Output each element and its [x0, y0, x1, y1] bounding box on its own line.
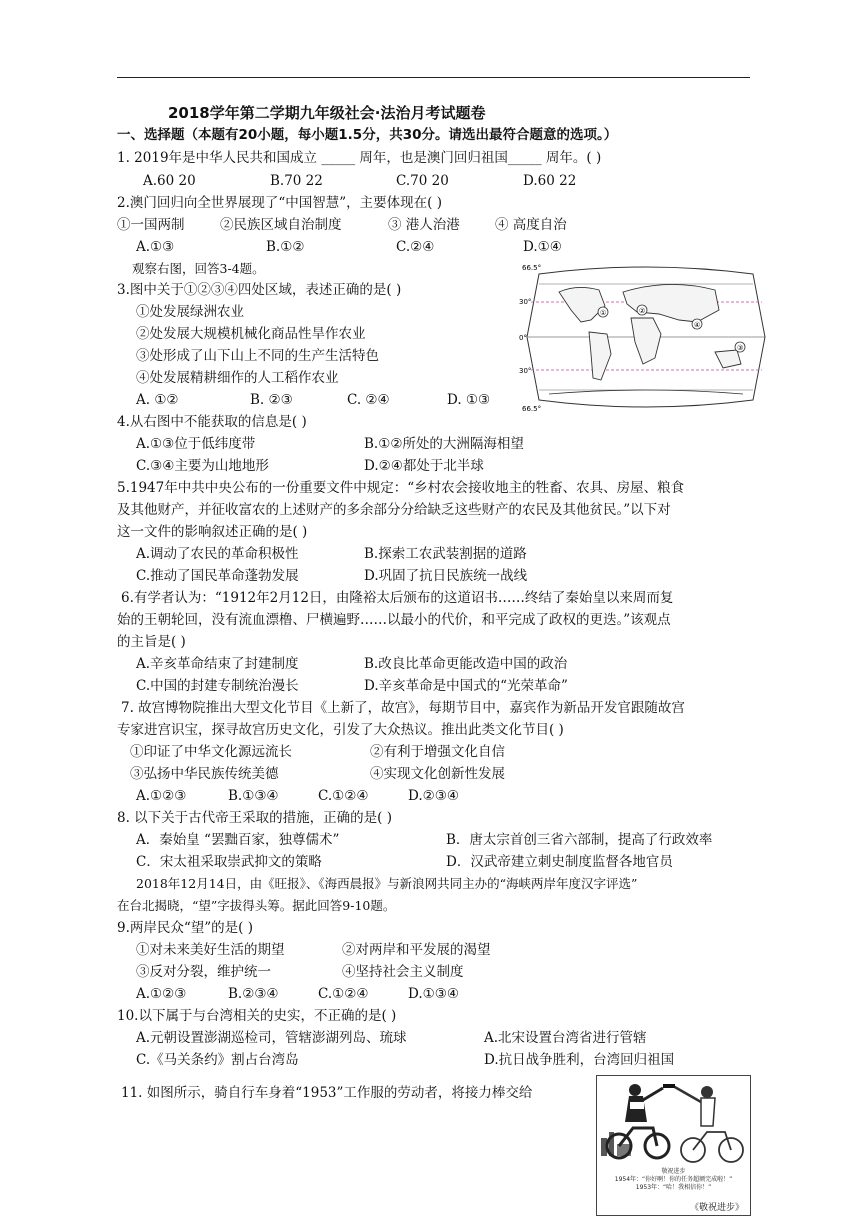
q1-option-a: A.60 20 [143, 173, 196, 189]
q10-option-a: A.元朝设置澎湖巡检司，管辖澎湖列岛、琉球 [136, 1030, 407, 1046]
q10-option-b: A.北宋设置台湾省进行管辖 [484, 1030, 647, 1046]
q9-option-b: B.②③④ [228, 986, 279, 1002]
q3-item-3: ③处形成了山下山上不同的生产生活特色 [136, 348, 379, 364]
q9-item-4: ④坚持社会主义制度 [342, 964, 464, 980]
question-5-line: 及其他财产，并征收富农的上述财产的多余部分分给缺乏这些财产的农民及其他贫民。”以下对 [117, 502, 671, 518]
q7-option-a: A.①②③ [136, 788, 187, 804]
q10-option-c: C.《马关条约》割占台湾岛 [136, 1052, 299, 1068]
q6-option-a: A.辛亥革命结束了封建制度 [136, 656, 299, 672]
q4-option-b: B.①②所处的大洲隔海相望 [364, 436, 524, 452]
page-title: 2018学年第二学期九年级社会·法治月考试题卷 [168, 104, 486, 122]
q5-option-a: A.调动了农民的革命积极性 [136, 546, 299, 562]
q9-item-1: ①对未来美好生活的期望 [136, 942, 285, 958]
world-map-figure [519, 262, 774, 412]
q2-item-4: ④ 高度自治 [495, 217, 567, 233]
svg-text:④: ④ [694, 321, 701, 329]
q3-item-1: ①处发展绿洲农业 [136, 304, 244, 320]
q9-option-a: A.①②③ [136, 986, 187, 1002]
q2-item-3: ③ 港人治港 [388, 217, 460, 233]
map-lat-label: 30° [519, 367, 532, 375]
question-3-stem: 3.图中关于①②③④四处区域，表述正确的是( ) [117, 282, 402, 298]
q2-option-d: D.①④ [523, 239, 562, 255]
header-rule [117, 77, 750, 78]
section-heading: 一、选择题（本题有20小题，每小题1.5分，共30分。请选出最符合题意的选项。） [117, 127, 618, 143]
question-6-line: 的主旨是( ) [117, 634, 186, 650]
q8-option-d: D．汉武帝建立刺史制度监督各地官员 [446, 854, 673, 870]
q4-option-c: C.③④主要为山地地形 [136, 458, 269, 474]
question-11-stem: 11. 如图所示，骑自行车身着“1953”工作服的劳动者，将接力棒交给 [121, 1085, 533, 1101]
question-10-stem: 10.以下属于与台湾相关的史实，不正确的是( ) [117, 1008, 397, 1024]
q7-option-b: B.①③④ [228, 788, 279, 804]
map-lat-label: 66.5° [522, 264, 542, 272]
q5-option-c: C.推动了国民革命蓬勃发展 [136, 568, 299, 584]
map-lat-label: 66.5° [522, 405, 542, 412]
q9-option-c: C.①②④ [318, 986, 369, 1002]
question-7-line: 7. 故宫博物院推出大型文化节目《上新了，故宫》，每期节目中，嘉宾作为新品开发官跟随故宫 [121, 700, 685, 716]
q3-item-4: ④处发展精耕细作的人工稻作农业 [136, 370, 339, 386]
map-lat-label: 30° [519, 298, 532, 306]
q2-item-1: ①一国两制 [117, 217, 185, 233]
cartoon-line-1954: 1954年：“你好啊！你的任务超额完成啦！” [614, 1176, 733, 1183]
q6-option-c: C.中国的封建专制统治漫长 [136, 678, 299, 694]
q7-item-2: ②有利于增强文化自信 [370, 744, 505, 760]
q3-option-b: B. ②③ [250, 392, 293, 408]
observe-instruction: 观察右图，回答3-4题。 [132, 261, 265, 276]
q5-option-d: D.巩固了抗日民族统一战线 [364, 568, 528, 584]
q2-item-2: ②民族区域自治制度 [220, 217, 342, 233]
question-5-line: 5.1947年中共中央公布的一份重要文件中规定：“乡村农会接收地主的牲畜、农具、房屋、粮食 [117, 480, 685, 496]
question-7-line: 专家进宫识宝，探寻故宫历史文化，引发了大众热议。推出此类文化节目( ) [117, 722, 564, 738]
q3-item-2: ②处发展大规模机械化商品性旱作农业 [136, 326, 366, 342]
question-4-stem: 4.从右图中不能获取的信息是( ) [117, 414, 307, 430]
q2-option-a: A.①③ [136, 239, 175, 255]
intro-9-10-line: 2018年12月14日，由《旺报》、《海西晨报》与新浪网共同主办的“海峡两岸年度汉字评选” [136, 876, 638, 891]
q2-option-b: B.①② [266, 239, 305, 255]
q3-option-d: D. ①③ [447, 392, 491, 408]
q9-item-3: ③反对分裂，维护统一 [136, 964, 271, 980]
q7-item-1: ①印证了中华文化源远流长 [130, 744, 292, 760]
svg-text:②: ② [639, 307, 646, 315]
question-9-stem: 9.两岸民众“望”的是( ) [117, 920, 254, 936]
svg-text:①: ① [600, 309, 607, 317]
question-5-line: 这一文件的影响叙述正确的是( ) [117, 524, 308, 540]
q7-item-4: ④实现文化创新性发展 [370, 766, 505, 782]
q1-option-d: D.60 22 [523, 173, 577, 189]
question-6-line: 始的王朝轮回，没有流血漂橹、尸横遍野……以最小的代价，和平完成了政权的更迭。”该观点 [117, 612, 671, 628]
q1-option-b: B.70 22 [270, 173, 323, 189]
q3-option-c: C. ②④ [347, 392, 390, 408]
q6-option-d: D.辛亥革命是中国式的“光荣革命” [364, 678, 568, 694]
q5-option-b: B.探索工农武装割据的道路 [364, 546, 527, 562]
question-1-stem: 1. 2019年是中华人民共和国成立 _____ 周年，也是澳门回归祖国_____ 周年。( ) [117, 150, 602, 166]
q7-option-d: D.②③④ [408, 788, 459, 804]
question-2-stem: 2.澳门回归向全世界展现了“中国智慧”，主要体现在( ) [117, 195, 443, 211]
question-8-stem: 8. 以下关于古代帝王采取的措施，正确的是( ) [117, 810, 392, 826]
map-lat-label: 0° [519, 334, 527, 342]
q9-option-d: D.①③④ [408, 986, 459, 1002]
q8-option-b: B．唐太宗首创三省六部制，提高了行政效率 [446, 832, 713, 848]
q3-option-a: A. ①② [136, 392, 179, 408]
q4-option-d: D.②④都处于北半球 [364, 458, 484, 474]
q1-option-c: C.70 20 [396, 173, 449, 189]
q7-item-3: ③弘扬中华民族传统美德 [130, 766, 279, 782]
cartoon-caption: 敬祝进步 [661, 1168, 686, 1175]
cartoon-drawing [597, 1076, 750, 1215]
q8-option-a: A．秦始皇 “罢黜百家，独尊儒术” [136, 832, 340, 848]
cartoon-title: 《敬祝进步》 [689, 1203, 744, 1213]
q4-option-a: A.①③位于低纬度带 [136, 436, 256, 452]
q7-option-c: C.①②④ [318, 788, 369, 804]
q8-option-c: C．宋太祖采取崇武抑文的策略 [136, 854, 322, 870]
q2-option-c: C.②④ [396, 239, 435, 255]
q9-item-2: ②对两岸和平发展的渴望 [342, 942, 491, 958]
svg-text:③: ③ [737, 344, 744, 352]
question-6-line: 6.有学者认为：“1912年2月12日，由隆裕太后颁布的这道诏书……终结了秦始皇以来周而复 [121, 590, 674, 606]
intro-9-10-line: 在台北揭晓，“望”字拔得头筹。据此回答9-10题。 [117, 898, 396, 913]
q6-option-b: B.改良比革命更能改造中国的政治 [364, 656, 568, 672]
cartoon-line-1953: 1953年：“哈！我相信你！” [635, 1184, 712, 1191]
relay-cartoon-figure [596, 1075, 751, 1216]
q10-option-d: D.抗日战争胜利，台湾回归祖国 [484, 1052, 675, 1068]
